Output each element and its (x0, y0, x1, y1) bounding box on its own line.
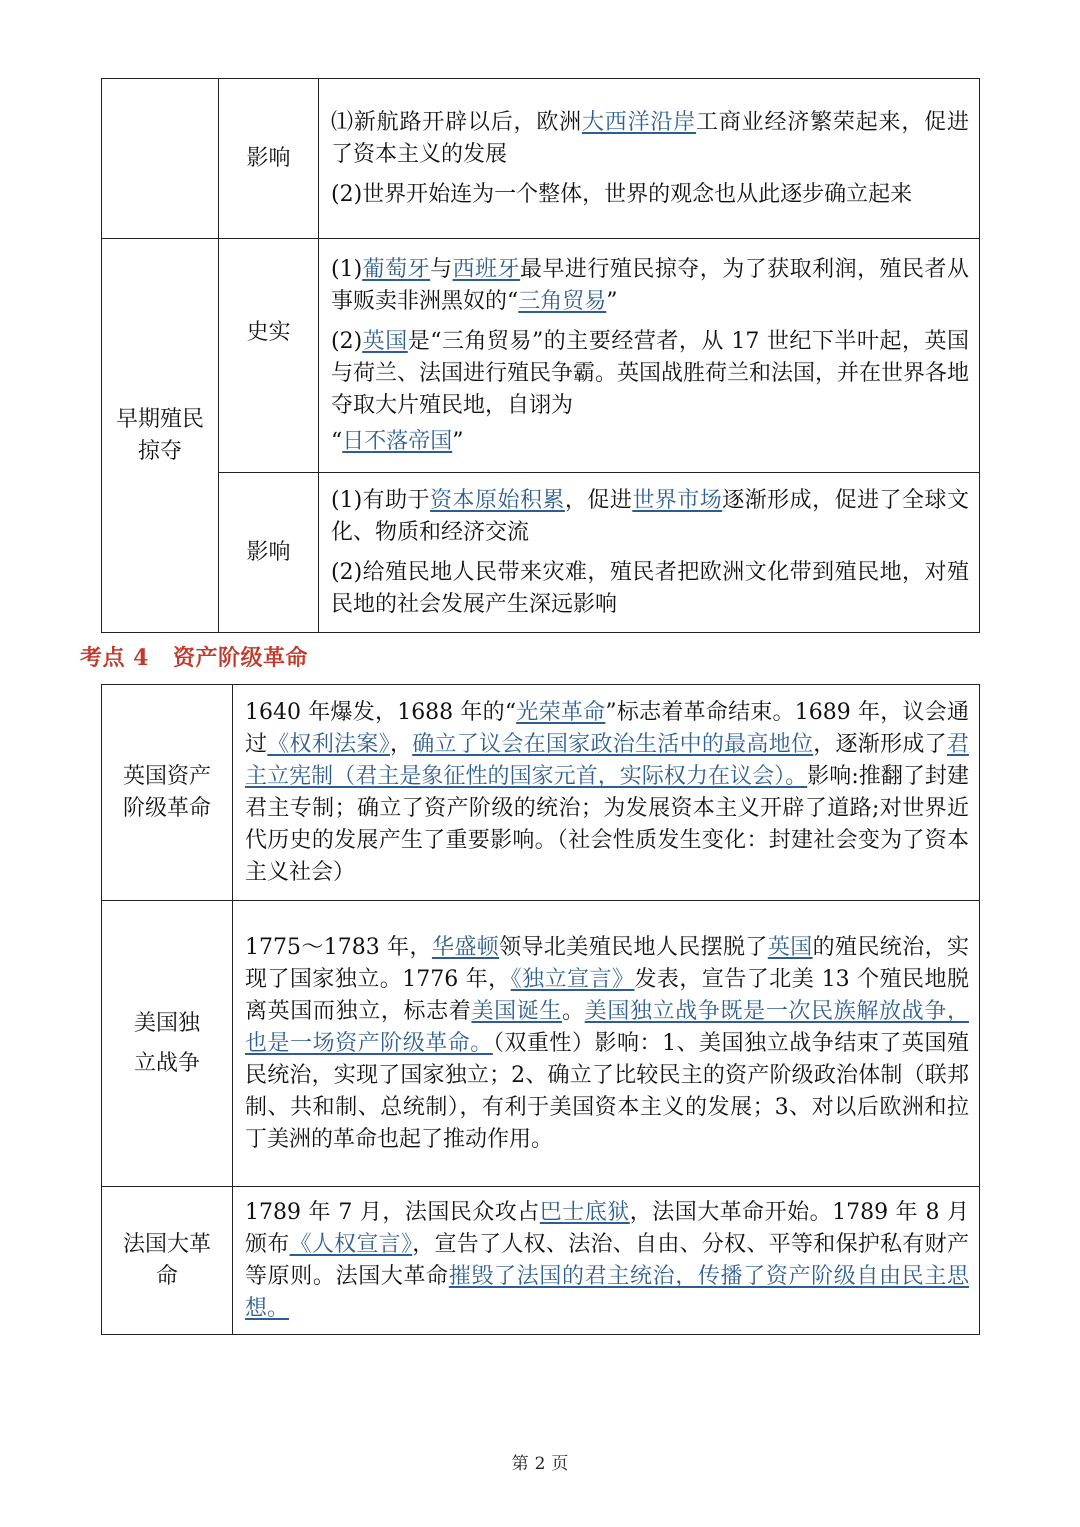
impact-content (319, 473, 980, 633)
table-row (102, 901, 980, 1187)
row-label-impact: 影响 (219, 79, 319, 239)
table-cell-empty (102, 79, 219, 239)
row-label-impact: 影响 (219, 473, 319, 633)
page-prefix: 第 (511, 1454, 529, 1474)
impact-point-2: (2)给殖民地人民带来灾难，殖民者把欧洲文化带到殖民地，对殖民地的社会发展产生深远影响 (331, 559, 969, 617)
facts-point-2: (2)英国是“三角贸易”的主要经营者，从 17 世纪下半叶起，英国与荷兰、法国进行殖民争霸。英国战胜荷兰和法国，并在世界各地夺取大片殖民地，自诩为 (331, 328, 970, 418)
history-table-revolutions (101, 684, 980, 1335)
key-term: 巴士底狱 (539, 1199, 630, 1225)
american-war-content: 1775～1783 年，华盛顿领导北美殖民地人民摆脱了英国的殖民统治，实现了国家独立。1776 年，《独立宣言》发表，宣告了北美 13 个殖民地脱离英国而独立，标志着美国诞生。美国独立战争既是一次民族解放战争，也是一场资产阶级革命。（双重性）影响：1、美国独立战争结束了英国殖民统治，实现了国家独立；2、确立了比较民主的资产阶级政治体制（联邦制、共和制、总统制），有利于美国资本主义的发展；3、对以后欧洲和拉丁美洲的革命也起了推动作用。 (233, 901, 980, 1187)
impact-content (319, 79, 980, 239)
french-revolution-content: 1789 年 7 月，法国民众攻占巴士底狱，法国大革命开始。1789 年 8 月颁布《人权宣言》，宣告了人权、法治、自由、分权、平等和保护私有财产等原则。法国大革命摧毁了法国的君主统治，传播了资产阶级自由民主思想。 (233, 1187, 980, 1335)
table-row (102, 473, 980, 633)
row-label-facts: 史实 (219, 239, 319, 473)
key-term: 光荣革命 (516, 699, 606, 725)
facts-point-1: (1)葡萄牙与西班牙最早进行殖民掠夺，为了获取利润，殖民者从事贩卖非洲黑奴的“三角贸易” (331, 256, 969, 314)
impact-point-1: ⑴新航路开辟以后，欧洲大西洋沿岸工商业经济繁荣起来，促进了资本主义的发展 (331, 109, 969, 167)
key-term: 西班牙 (452, 256, 520, 282)
english-revolution-content: 1640 年爆发，1688 年的“光荣革命”标志着革命结束。1689 年，议会通过《权利法案》，确立了议会在国家政治生活中的最高地位，逐渐形成了君主立宪制（君主是象征性的国家元首，实际权力在议会）。影响:推翻了封建君主专制；确立了资产阶级的统治；为发展资本主义开辟了道路;对世界近代历史的发展产生了重要影响。（社会性质发生变化：封建社会变为了资本主义社会） (233, 685, 980, 901)
history-table-colonial (101, 78, 980, 633)
table-row (102, 685, 980, 901)
key-term: 三角贸易 (518, 288, 607, 314)
page-footer (0, 1452, 1080, 1476)
key-term: 日不落帝国 (342, 428, 453, 454)
key-term: 大西洋沿岸 (581, 109, 697, 135)
facts-point-3: “日不落帝国” (331, 428, 464, 454)
facts-content (319, 239, 980, 473)
key-term: 摧毁了法国的君主统治，传播了资产阶级自由民主思想。 (245, 1263, 969, 1321)
section-heading (80, 642, 308, 674)
section-title: 资产阶级革命 (172, 645, 308, 671)
key-term: 葡萄牙 (362, 256, 431, 282)
table-row (102, 79, 980, 239)
key-term: 资本原始积累 (430, 487, 565, 513)
key-term: 美国独立战争既是一次民族解放战争，也是一场资产阶级革命。 (245, 998, 969, 1056)
row-label-american-war: 美国独立战争 (102, 901, 233, 1187)
key-term: 世界市场 (632, 487, 723, 513)
section-number: 考点 4 (80, 645, 149, 671)
table-row (102, 239, 980, 473)
row-label-french-revolution: 法国大革命 (102, 1187, 233, 1335)
row-label-english-revolution: 英国资产阶级革命 (102, 685, 233, 901)
impact-point-1: (1)有助于资本原始积累，促进世界市场逐渐形成，促进了全球文化、物质和经济交流 (331, 487, 969, 545)
impact-point-2: (2)世界开始连为一个整体，世界的观念也从此逐步确立起来 (331, 181, 913, 207)
group-label-early-colonial-plunder: 早期殖民掠夺 (102, 239, 219, 633)
key-term: 确立了议会在国家政治生活中的最高地位 (412, 731, 814, 757)
page-suffix: 页 (551, 1454, 569, 1474)
page-number: 2 (534, 1454, 546, 1474)
key-term: 君主立宪制（君主是象征性的国家元首，实际权力在议会）。 (245, 731, 969, 789)
key-term: 华盛顿 (431, 934, 500, 960)
key-term: 英国 (767, 934, 813, 960)
table-row (102, 1187, 980, 1335)
key-term: 英国 (362, 328, 408, 354)
key-term: 《权利法案》 (267, 731, 390, 757)
key-term: 《人权宣言》 (289, 1231, 413, 1257)
key-term: 《独立宣言》 (510, 966, 635, 992)
key-term: 美国诞生 (471, 998, 563, 1024)
